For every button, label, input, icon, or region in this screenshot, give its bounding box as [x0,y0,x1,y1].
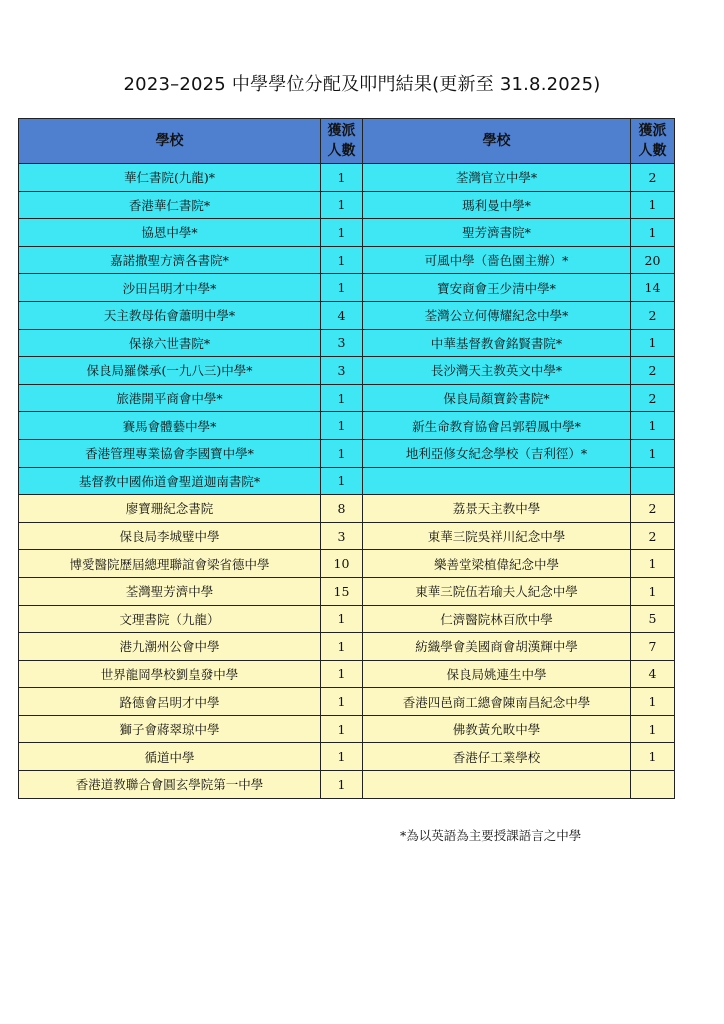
count-left-cell: 1 [321,771,363,799]
table-row [19,771,675,799]
school-right-cell: 長沙灣天主教英文中學* [363,357,631,385]
school-right-cell: 仁濟醫院林百欣中學 [363,605,631,633]
count-left-cell: 3 [321,357,363,385]
school-right-cell [363,771,631,799]
table-row [19,191,675,219]
header-school-right: 學校 [363,119,631,164]
count-right-cell: 2 [631,495,675,523]
school-right-cell: 樂善堂梁植偉紀念中學 [363,550,631,578]
count-left-cell: 1 [321,688,363,716]
school-left-cell: 香港華仁書院* [19,191,321,219]
school-left-cell: 協恩中學* [19,219,321,247]
school-left-cell: 港九潮州公會中學 [19,633,321,661]
school-right-cell: 東華三院伍若瑜夫人紀念中學 [363,577,631,605]
table-row [19,274,675,302]
table-row [19,633,675,661]
table-row [19,467,675,495]
school-right-cell: 寶安商會王少清中學* [363,274,631,302]
school-right-cell: 保良局顏寶鈴書院* [363,384,631,412]
count-left-cell: 1 [321,246,363,274]
school-left-cell: 香港道教聯合會圓玄學院第一中學 [19,771,321,799]
count-right-cell: 1 [631,439,675,467]
header-count-left: 獲派 人數 [321,119,363,164]
school-right-cell: 地利亞修女紀念學校（吉利徑）* [363,439,631,467]
school-right-cell: 荃灣官立中學* [363,164,631,192]
school-right-cell: 中華基督教會銘賢書院* [363,329,631,357]
table-row [19,688,675,716]
school-right-cell: 東華三院吳祥川紀念中學 [363,522,631,550]
count-left-cell: 4 [321,301,363,329]
table-row [19,329,675,357]
school-left-cell: 路德會呂明才中學 [19,688,321,716]
school-left-cell: 保祿六世書院* [19,329,321,357]
count-left-cell: 1 [321,219,363,247]
count-right-cell: 1 [631,412,675,440]
count-left-cell: 1 [321,412,363,440]
count-right-cell [631,467,675,495]
count-left-cell: 1 [321,191,363,219]
table-row [19,743,675,771]
count-left-cell: 1 [321,605,363,633]
count-left-cell: 8 [321,495,363,523]
table-row [19,550,675,578]
school-left-cell: 文理書院（九龍） [19,605,321,633]
table-row [19,577,675,605]
header-count-right: 獲派 人數 [631,119,675,164]
count-right-cell: 1 [631,743,675,771]
school-left-cell: 嘉諾撒聖方濟各書院* [19,246,321,274]
table-row [19,246,675,274]
school-right-cell: 紡織學會美國商會胡漢輝中學 [363,633,631,661]
table-row [19,412,675,440]
school-left-cell: 保良局羅傑承(一九八三)中學* [19,357,321,385]
count-left-cell: 1 [321,467,363,495]
school-right-cell: 新生命教育協會呂郭碧鳳中學* [363,412,631,440]
school-left-cell: 荃灣聖芳濟中學 [19,577,321,605]
school-left-cell: 旅港開平商會中學* [19,384,321,412]
count-left-cell: 3 [321,329,363,357]
table-row [19,715,675,743]
count-right-cell: 1 [631,577,675,605]
count-right-cell: 2 [631,522,675,550]
table-row [19,522,675,550]
allocation-table [18,118,675,799]
count-right-cell: 2 [631,301,675,329]
school-left-cell: 保良局李城璧中學 [19,522,321,550]
table-row [19,164,675,192]
school-left-cell: 廖寶珊紀念書院 [19,495,321,523]
count-left-cell: 10 [321,550,363,578]
school-left-cell: 賽馬會體藝中學* [19,412,321,440]
page-title: 2023–2025 中學學位分配及叩門結果(更新至 31.8.2025) [123,74,601,95]
school-left-cell: 華仁書院(九龍)* [19,164,321,192]
school-right-cell: 可風中學（嗇色園主辦）* [363,246,631,274]
school-right-cell: 佛教黃允畋中學 [363,715,631,743]
count-left-cell: 3 [321,522,363,550]
count-left-cell: 1 [321,164,363,192]
school-right-cell: 聖芳濟書院* [363,219,631,247]
school-right-cell: 香港四邑商工總會陳南昌紀念中學 [363,688,631,716]
table-row [19,384,675,412]
count-left-cell: 15 [321,577,363,605]
table-row [19,357,675,385]
count-right-cell: 1 [631,329,675,357]
table-row [19,605,675,633]
count-right-cell: 1 [631,219,675,247]
school-right-cell [363,467,631,495]
count-right-cell: 2 [631,384,675,412]
school-left-cell: 世界龍岡學校劉皇發中學 [19,660,321,688]
count-left-cell: 1 [321,274,363,302]
count-right-cell: 1 [631,688,675,716]
count-right-cell: 7 [631,633,675,661]
count-right-cell [631,771,675,799]
table-header-row [19,119,675,164]
footnote: *為以英語為主要授課語言之中學 [400,828,582,843]
school-right-cell: 荃灣公立何傳耀紀念中學* [363,301,631,329]
school-left-cell: 香港管理專業協會李國寶中學* [19,439,321,467]
school-right-cell: 瑪利曼中學* [363,191,631,219]
school-left-cell: 天主教母佑會蕭明中學* [19,301,321,329]
count-left-cell: 1 [321,743,363,771]
school-left-cell: 沙田呂明才中學* [19,274,321,302]
school-left-cell: 基督教中國佈道會聖道迦南書院* [19,467,321,495]
count-left-cell: 1 [321,633,363,661]
count-left-cell: 1 [321,439,363,467]
count-left-cell: 1 [321,715,363,743]
count-right-cell: 5 [631,605,675,633]
table-row [19,219,675,247]
count-right-cell: 2 [631,164,675,192]
count-left-cell: 1 [321,660,363,688]
table-row [19,495,675,523]
school-right-cell: 保良局姚連生中學 [363,660,631,688]
count-right-cell: 1 [631,715,675,743]
count-right-cell: 1 [631,550,675,578]
table-row [19,301,675,329]
school-right-cell: 香港仔工業學校 [363,743,631,771]
count-right-cell: 1 [631,191,675,219]
school-right-cell: 荔景天主教中學 [363,495,631,523]
count-left-cell: 1 [321,384,363,412]
school-left-cell: 博愛醫院歷屆總理聯誼會梁省德中學 [19,550,321,578]
school-left-cell: 循道中學 [19,743,321,771]
count-right-cell: 4 [631,660,675,688]
header-school-left: 學校 [19,119,321,164]
table-row [19,439,675,467]
table-row [19,660,675,688]
count-right-cell: 20 [631,246,675,274]
school-left-cell: 獅子會蔣翠琼中學 [19,715,321,743]
count-right-cell: 14 [631,274,675,302]
count-right-cell: 2 [631,357,675,385]
